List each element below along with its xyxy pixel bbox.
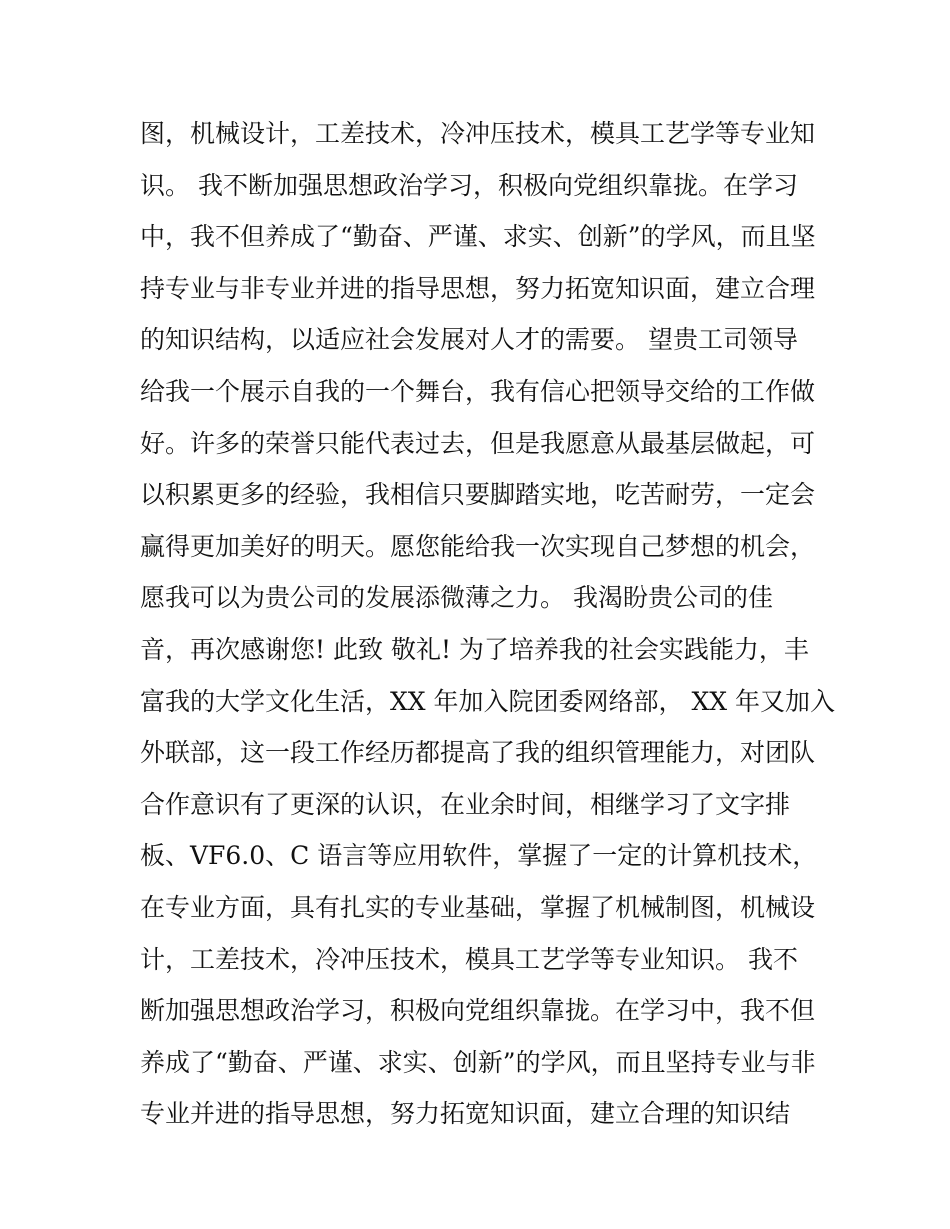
body-text: [140, 108, 840, 1140]
text-line: 在专业方面，具有扎实的专业基础，掌握了机械制图，机械设: [140, 892, 816, 922]
text-line: 的知识结构，以适应社会发展对人才的需要。 望贵工司领导: [140, 325, 798, 355]
text-line: 板、VF6.0、C 语言等应用软件，掌握了一定的计算机技术，: [140, 841, 818, 871]
text-line: 赢得更加美好的明天。愿您能给我一次实现自己梦想的机会，: [140, 531, 816, 561]
text-line: 富我的大学文化生活，XX 年加入院团委网络部， XX 年又加入: [140, 686, 836, 716]
text-line: 专业并进的指导思想，努力拓宽知识面，建立合理的知识结: [140, 1099, 791, 1129]
text-line: 持专业与非专业并进的指导思想，努力拓宽知识面，建立合理: [140, 273, 816, 303]
text-line: 以积累更多的经验，我相信只要脚踏实地，吃苦耐劳，一定会: [140, 480, 816, 510]
text-line: 愿我可以为贵公司的发展添微薄之力。 我渴盼贵公司的佳: [140, 583, 773, 613]
text-line: 好。许多的荣誉只能代表过去，但是我愿意从最基层做起，可: [140, 428, 816, 458]
text-line: 中，我不但养成了“勤奋、严谨、求实、创新”的学风，而且坚: [140, 222, 816, 252]
text-line: 外联部，这一段工作经历都提高了我的组织管理能力，对团队: [140, 738, 816, 768]
text-line: 识。 我不断加强思想政治学习，积极向党组织靠拢。在学习: [140, 170, 798, 200]
text-line: 断加强思想政治学习，积极向党组织靠拢。在学习中，我不但: [140, 996, 816, 1026]
text-line: 养成了“勤奋、严谨、求实、创新”的学风，而且坚持专业与非: [140, 1047, 816, 1077]
text-line: 给我一个展示自我的一个舞台，我有信心把领导交给的工作做: [140, 376, 816, 406]
text-line: 音，再次感谢您! 此致 敬礼! 为了培养我的社会实践能力，丰: [140, 634, 809, 664]
text-line: 合作意识有了更深的认识，在业余时间，相继学习了文字排: [140, 789, 791, 819]
text-line: 图，机械设计，工差技术，冷冲压技术，模具工艺学等专业知: [140, 119, 816, 148]
text-line: 计，工差技术，冷冲压技术，模具工艺学等专业知识。 我不: [140, 944, 798, 974]
